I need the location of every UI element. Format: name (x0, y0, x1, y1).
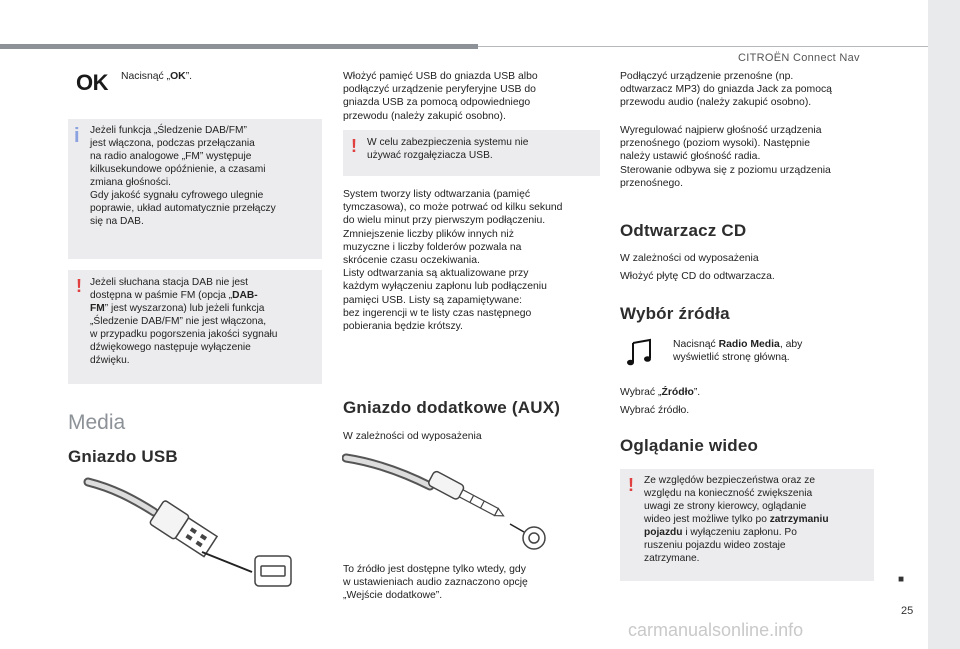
page-number: 25 (901, 605, 914, 617)
header-rule-light (478, 46, 928, 47)
video-heading: Oglądanie wideo (620, 436, 759, 455)
cd-equipment-note: W zależności od wyposażenia (620, 253, 759, 264)
music-note-icon (626, 338, 654, 368)
aux-heading: Gniazdo dodatkowe (AUX) (343, 398, 561, 417)
warning-box-dab (68, 270, 322, 384)
cd-insert-instruction: Włożyć płytę CD do odtwarzacza. (620, 271, 775, 282)
warning-mark-icon: ! (351, 136, 357, 156)
usb-heading: Gniazdo USB (68, 447, 178, 466)
cd-heading: Odtwarzacz CD (620, 221, 747, 240)
warning-box-usb (343, 130, 600, 176)
warning-box-usb-text: W celu zabezpieczenia systemu nie używać rozgałęziacza USB. (367, 137, 529, 161)
info-box-text: Jeżeli funkcja „Śledzenie DAB/FM” jest włączona, podczas przełączania na radio analogowe „FM” występuje kilkusekundowe opóźnienie, a czasami zmiana głośności. Gdy jakość sygnału cyfrowego ulegnie poprawie, układ automatycznie przełączy się na DAB. (90, 125, 276, 227)
warning-box-text: Jeżeli słuchana stacja DAB nie jest dostępna w paśmie FM (opcja „DAB- FM” jest wyszarzona) lub jeżeli funkcja „Śledzenie DAB/FM” nie jest włączona, w przypadku pogorszenia jakości sygnału dźwiękowego następuje wyłączenie dźwięku. (90, 277, 278, 366)
usb-instructions: Włożyć pamięć USB do gniazda USB albo podłączyć urządzenie peryferyjne USB do gniazda USB za pomocą odpowiedniego przewodu (należy zakupić osobno). (343, 71, 538, 122)
side-strip (928, 0, 960, 649)
watermark: carmanualsonline.info (628, 620, 804, 640)
ok-instruction: Nacisnąć „OK”. (121, 71, 193, 82)
source-choose-instruction: Wybrać „Źródło”. (620, 387, 701, 398)
source-press-instruction: Nacisnąć Radio Media, aby wyświetlić stronę główną. (673, 339, 803, 364)
connect-device-paragraph: Podłączyć urządzenie przenośne (np. odtwarzacz MP3) do gniazda Jack za pomocą przewodu audio (należy zakupić osobno). (620, 71, 832, 109)
usb-plug-icon (82, 476, 300, 594)
warning-box-video (620, 469, 874, 581)
warning-mark-icon: ! (76, 276, 82, 296)
source-pick-instruction: Wybrać źródło. (620, 405, 690, 416)
media-heading: Media (68, 411, 126, 434)
audio-jack-icon (342, 452, 552, 556)
warning-mark-icon: ! (628, 475, 634, 495)
warning-box-video-text: Ze względów bezpieczeństwa oraz ze względu na konieczność zwiększenia uwagi ze strony kierowcy, oglądanie wideo jest możliwe tylko po zatrzymaniu pojazdu i wyłączeniu zapłonu. Po ruszeniu pojazdu wideo zostaje zatrzymane. (644, 475, 829, 564)
source-heading: Wybór źródła (620, 304, 730, 323)
ok-button-icon: OK (76, 70, 108, 95)
aux-availability-note: To źródło jest dostępne tylko wtedy, gdy w ustawieniach audio zaznaczono opcję „Wejście dodatkowe”. (343, 564, 528, 602)
brand-title: CITROËN Connect Nav (738, 52, 860, 64)
header-rule-dark (0, 44, 478, 49)
page-marker: ■ (898, 574, 905, 585)
volume-paragraph: Wyregulować najpierw głośność urządzenia przenośnego (poziom wysoki). Następnie należy ustawić głośność radia. Sterowanie odbywa się z poziomu urządzenia przenośnego. (620, 125, 831, 189)
info-box-dab (68, 119, 322, 259)
aux-equipment-note: W zależności od wyposażenia (343, 431, 482, 442)
playlist-paragraph: System tworzy listy odtwarzania (pamięć tymczasowa), co może potrwać od kilku sekund do wielu minut przy pierwszym podłączeniu. Zmniejszenie liczby plików innych niż muzyczne i liczby folderów pozwala na skrócenie czasu oczekiwania. Listy odtwarzania są aktualizowane przy każdym wyłączeniu zapłonu lub podłączeniu pamięci USB. Listy są zapamiętywane: bez ingerencji w te listy czas następnego pobierania będzie krótszy. (343, 189, 563, 333)
info-mark-icon: i (74, 125, 80, 147)
